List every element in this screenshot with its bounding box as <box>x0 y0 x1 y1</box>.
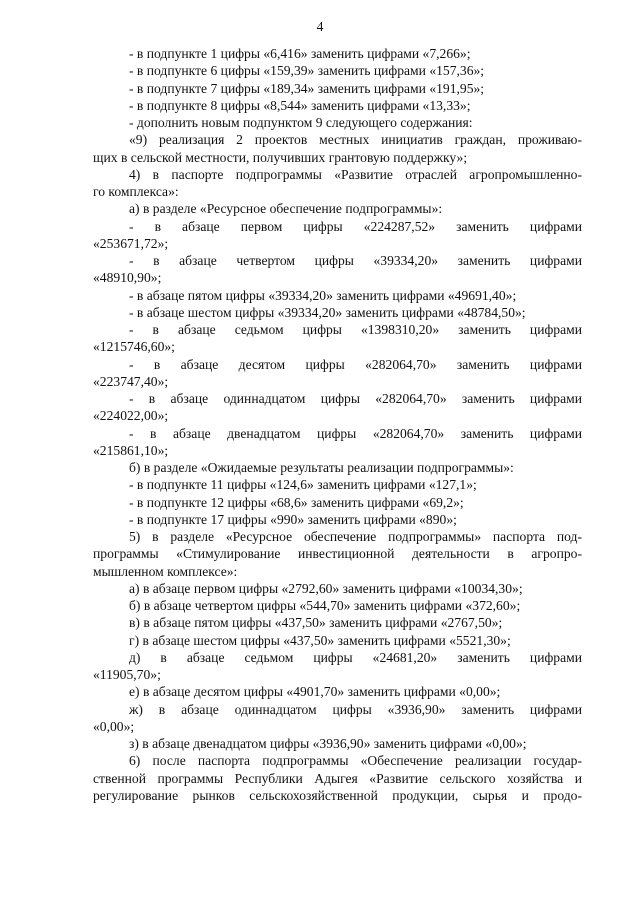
text-line: - в подпункте 8 цифры «8,544» заменить цифрами «13,33»; <box>129 97 471 113</box>
text-line: 4) в паспорте подпрограммы «Развитие отраслей агропромышленно- <box>129 166 582 182</box>
text-line: в) в абзаце пятом цифры «437,50» заменить цифрами «2767,50»; <box>129 615 503 631</box>
text-line: - дополнить новым подпунктом 9 следующего содержания: <box>129 115 473 130</box>
text-line: щих в сельской местности, получивших грантовую поддержку»; <box>93 149 468 165</box>
text-line: «11905,70»; <box>93 667 161 682</box>
text-line: ственной программы Республики Адыгея «Развитие сельского хозяйства и <box>93 770 582 786</box>
text-line: а) в разделе «Ресурсное обеспечение подпрограммы»: <box>129 201 443 217</box>
text-line: - в абзаце десятом цифры «282064,70» заменить цифрами <box>129 356 582 372</box>
text-line: «223747,40»; <box>93 373 169 389</box>
text-line: е) в абзаце десятом цифры «4901,70» заменить цифрами «0,00»; <box>129 684 501 700</box>
text-line: - в абзаце седьмом цифры «1398310,20» заменить цифрами <box>129 322 582 337</box>
text-line: - в абзаце одиннадцатом цифры «282064,70» заменить цифрами <box>129 391 582 406</box>
text-line: з) в абзаце двенадцатом цифры «3936,90» заменить цифрами «0,00»; <box>129 736 527 751</box>
text-line: - в абзаце пятом цифры «39334,20» заменить цифрами «49691,40»; <box>129 287 517 303</box>
text-line: - в абзаце двенадцатом цифры «282064,70» заменить цифрами <box>129 425 582 441</box>
text-line: - в подпункте 12 цифры «68,6» заменить цифрами «69,2»; <box>129 494 464 510</box>
text-line: 5) в разделе «Ресурсное обеспечение подпрограммы» паспорта под- <box>129 529 582 544</box>
text-line: - в подпункте 17 цифры «990» заменить цифрами «890»; <box>129 511 457 527</box>
text-line: «9) реализация 2 проектов местных инициатив граждан, проживаю- <box>129 132 582 148</box>
text-line: 6) после паспорта подпрограммы «Обеспечение реализации государ- <box>129 753 582 769</box>
text-line: - в подпункте 11 цифры «124,6» заменить цифрами «127,1»; <box>129 477 477 493</box>
text-line: б) в абзаце четвертом цифры «544,70» заменить цифрами «372,60»; <box>129 598 521 613</box>
text-line: мышленном комплексе»: <box>93 563 238 579</box>
text-line: «215861,10»; <box>93 442 169 458</box>
text-line: - в подпункте 7 цифры «189,34» заменить цифрами «191,95»; <box>129 80 485 96</box>
page-number: 4 <box>316 19 324 34</box>
text-line: - в абзаце первом цифры «224287,52» заменить цифрами <box>129 218 582 234</box>
text-line: ж) в абзаце одиннадцатом цифры «3936,90» заменить цифрами <box>129 701 582 717</box>
text-line: «253671,72»; <box>93 235 169 251</box>
text-line: - в абзаце четвертом цифры «39334,20» заменить цифрами <box>129 253 582 268</box>
text-line: - в подпункте 6 цифры «159,39» заменить цифрами «157,36»; <box>129 63 485 79</box>
text-line: регулирование рынков сельскохозяйственной продукции, сырья и продо- <box>93 787 582 803</box>
text-line: «1215746,60»; <box>93 339 175 355</box>
text-line: «0,00»; <box>93 718 135 734</box>
text-line: «48910,90»; <box>93 270 162 286</box>
text-line: а) в абзаце первом цифры «2792,60» заменить цифрами «10034,30»; <box>129 580 523 596</box>
text-line: - в абзаце шестом цифры «39334,20» заменить цифрами «48784,50»; <box>129 304 526 320</box>
text-line: г) в абзаце шестом цифры «437,50» заменить цифрами «5521,30»; <box>129 632 511 648</box>
text-line: го комплекса»: <box>93 184 179 199</box>
text-line: «224022,00»; <box>93 408 169 424</box>
text-line: программы «Стимулирование инвестиционной деятельности в агропро- <box>93 546 582 562</box>
text-line: д) в абзаце седьмом цифры «24681,20» заменить цифрами <box>129 649 582 665</box>
text-line: б) в разделе «Ожидаемые результаты реализации подпрограммы»: <box>129 460 514 475</box>
document-body <box>93 45 582 804</box>
text-line: - в подпункте 1 цифры «6,416» заменить цифрами «7,266»; <box>129 46 471 61</box>
